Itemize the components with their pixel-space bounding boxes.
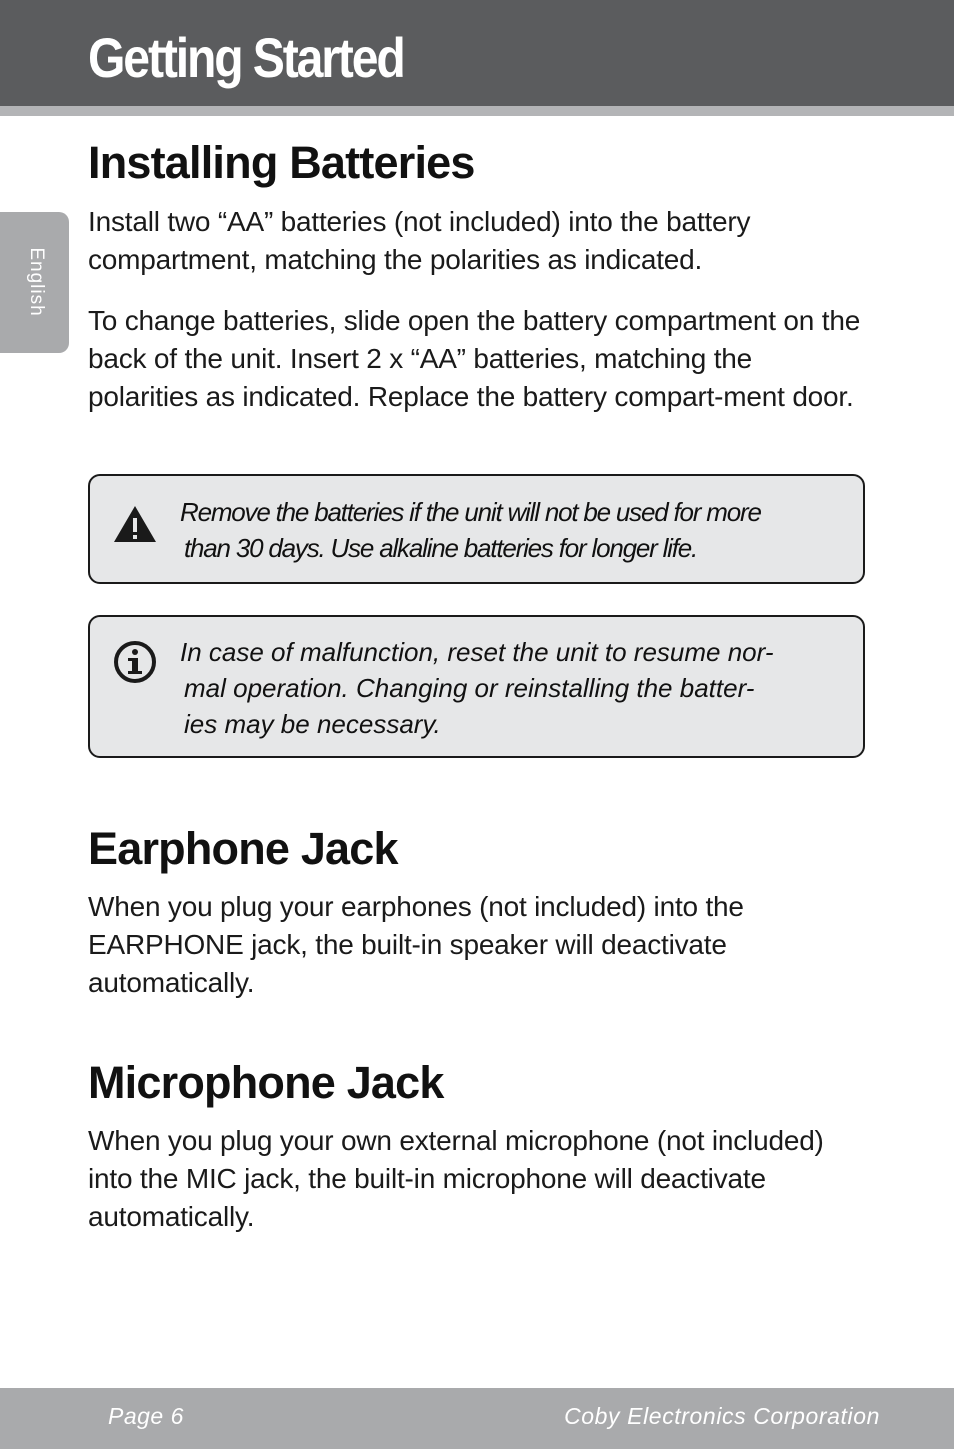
language-tab (0, 212, 69, 353)
installing-batteries-paragraph-1: Install two “AA” batteries (not included) into the battery compartment, matching the polarities as indicated. (88, 206, 751, 275)
info-text-line-2: mal operation. Changing or reinstalling the batter- (184, 673, 755, 703)
footer-bar (0, 1388, 954, 1449)
info-note (88, 615, 865, 758)
microphone-jack-paragraph: When you plug your own external microphone (not included) into the MIC jack, the built-in microphone will deactivate automatically. (88, 1125, 824, 1232)
info-icon (112, 639, 158, 690)
info-text (180, 634, 845, 742)
earphone-jack-paragraph: When you plug your earphones (not included) into the EARPHONE jack, the built-in speaker will deactivate automatically. (88, 891, 744, 998)
info-text-line-1: In case of malfunction, reset the unit to resume nor- (180, 637, 774, 667)
page-number: Page 6 (108, 1403, 184, 1429)
info-text-line-3: ies may be necessary. (184, 709, 441, 739)
earphone-jack-heading: Earphone Jack (88, 823, 398, 874)
installing-batteries-paragraph-2: To change batteries, slide open the battery compartment on the back of the unit. Insert 2 x “AA” batteries, matching the polarities as indicated. Replace the battery compart-ment door. (88, 305, 861, 412)
warning-text-line-2: than 30 days. Use alkaline batteries for longer life. (184, 533, 698, 563)
warning-text-line-1: Remove the batteries if the unit will not be used for more (180, 497, 761, 527)
warning-text (180, 494, 845, 566)
installing-batteries-heading: Installing Batteries (88, 137, 475, 188)
header-stripe (0, 106, 954, 116)
microphone-jack-heading: Microphone Jack (88, 1057, 444, 1108)
warning-icon (112, 504, 158, 549)
warning-note (88, 474, 865, 584)
page-title: Getting Started (88, 26, 404, 89)
company-name: Coby Electronics Corporation (564, 1403, 880, 1429)
language-tab-label: English (26, 247, 47, 317)
